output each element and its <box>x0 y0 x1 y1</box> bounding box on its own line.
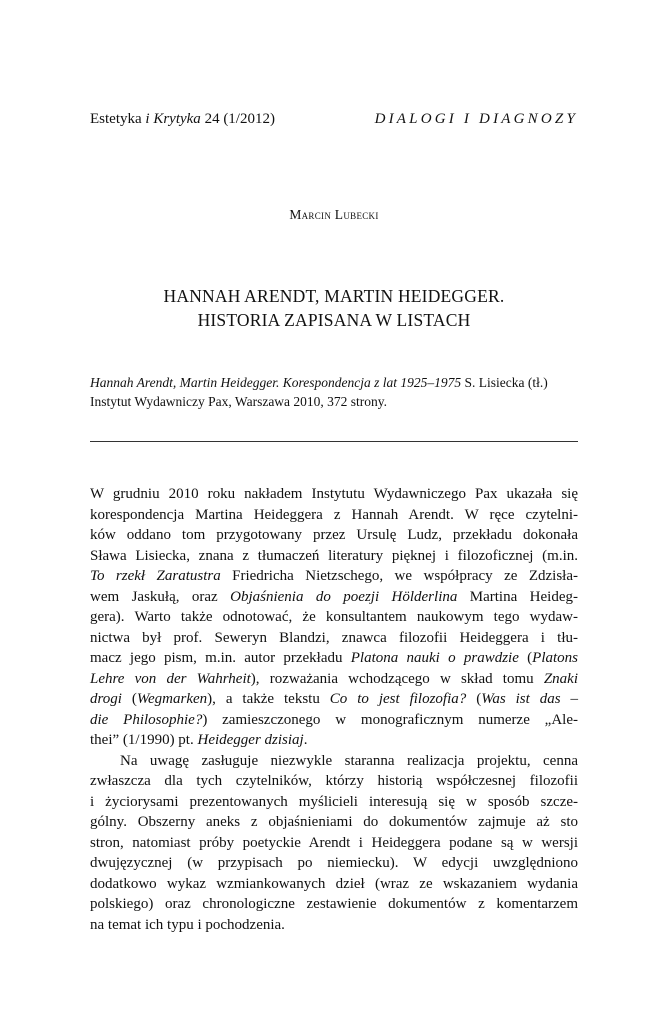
journal-name-estetyka: Estetyka <box>90 111 146 127</box>
article-body <box>90 484 578 935</box>
text-line <box>90 689 578 710</box>
text-line <box>90 484 578 505</box>
text-segment: ( <box>518 650 533 666</box>
text-segment: i życiorysami prezentowanych myślicieli interesują się w sposób szcze- <box>90 793 578 810</box>
italic-text: Was ist das – <box>481 691 578 707</box>
italic-text: die Philosophie? <box>90 711 203 728</box>
text-segment: ( <box>121 691 137 707</box>
italic-text: Wegmarken <box>136 691 208 707</box>
text-line <box>90 566 578 587</box>
text-segment: stron, natomiast próby poetyckie Arendt i Heideggera podane są w wersji <box>90 834 578 851</box>
article-title <box>90 284 578 332</box>
article-title-line-2: HISTORIA ZAPISANA W LISTACH <box>197 310 471 330</box>
text-line <box>90 853 578 874</box>
text-line <box>90 792 578 813</box>
text-line <box>90 505 578 526</box>
text-line <box>90 771 578 792</box>
text-segment: . <box>303 732 308 748</box>
italic-text: Objaśnienia do poezji Hölderlina <box>230 588 458 605</box>
text-segment: na temat ich typu i pochodzenia. <box>90 916 285 933</box>
italic-text: drogi <box>90 691 122 707</box>
text-line <box>90 628 578 649</box>
text-segment: ) zamieszczonego w monograficznym numerze „Ale- <box>202 711 578 728</box>
journal-name-krytyka: Krytyka <box>153 111 201 127</box>
book-reference <box>90 373 578 411</box>
text-segment: gólny. Obszerny aneks z objaśnieniami do dokumentów zajmuje aż sto <box>90 814 578 830</box>
text-segment: ), rozważania wchodzącego w skład tomu <box>250 670 544 687</box>
text-line <box>90 874 578 895</box>
text-segment: wem Jaskułą, oraz <box>90 588 231 605</box>
journal-name-i: i <box>145 111 150 127</box>
text-line <box>90 669 578 690</box>
author-name: Marcin Lubecki <box>289 207 379 222</box>
text-line <box>90 546 578 567</box>
text-segment: polskiego) oraz chronologiczne zestawienie dokumentów z komentarzem <box>90 896 578 912</box>
text-segment: thei” (1/1990) pt. <box>90 732 198 748</box>
text-line <box>90 710 578 731</box>
book-reference-line-2: Instytut Wydawniczy Pax, Warszawa 2010, 372 strony. <box>90 394 388 409</box>
text-segment: W grudniu 2010 roku nakładem Instytutu Wydawniczego Pax ukazała się <box>90 486 578 502</box>
text-line <box>90 812 578 833</box>
book-reference-line-1 <box>90 373 578 392</box>
article-title-line-1: HANNAH ARENDT, MARTIN HEIDEGGER. <box>163 286 505 306</box>
journal-issue: 24 (1/2012) <box>200 111 275 127</box>
italic-text: Co to jest filozofia? <box>329 691 467 707</box>
separator-rule <box>90 441 578 442</box>
text-segment: nictwa był prof. Seweryn Blandzi, znawca filozofii Heideggera i tłu- <box>90 629 578 646</box>
text-segment: zwłaszcza dla tych czytelników, którzy historią współczesnej filozofii <box>90 773 578 789</box>
text-segment: macz jego pism, m.in. autor przekładu <box>90 650 351 666</box>
paragraph <box>90 751 578 936</box>
text-line <box>90 894 578 915</box>
text-line <box>90 833 578 854</box>
section-name: DIALOGI I DIAGNOZY <box>374 111 578 127</box>
text-line <box>90 587 578 608</box>
text-line <box>90 648 578 669</box>
text-segment: Sława Lisiecka, znana z tłumaczeń literatury pięknej i filozoficznej (m.in. <box>90 547 578 564</box>
text-line <box>90 915 578 936</box>
italic-text: Lehre von der Wahrheit <box>90 670 251 687</box>
italic-text: Platona nauki o prawdzie <box>350 650 519 666</box>
text-segment: ( <box>466 691 482 707</box>
italic-text: Platons <box>532 650 578 666</box>
text-segment: dodatkowo wykaz wzmiankowanych dzieł (wraz ze wskazaniem wydania <box>90 875 578 892</box>
italic-text: To rzekł Zaratustra <box>90 568 221 584</box>
text-line <box>90 525 578 546</box>
article-page <box>90 0 578 1024</box>
journal-citation <box>90 109 275 129</box>
text-line <box>90 751 578 772</box>
text-segment: Martina Heideg- <box>457 588 578 605</box>
text-segment: ), a także tekstu <box>207 691 330 707</box>
text-segment: Friedricha Nietzschego, we współpracy ze Zdzisła- <box>220 568 578 584</box>
text-line <box>90 607 578 628</box>
text-segment: ków oddano tom przygotowany przez Ursulę Ludz, przekładu dokonała <box>90 527 578 543</box>
text-segment: gera). Warto także odnotować, że konsultantem naukowym tego wydaw- <box>90 609 578 625</box>
text-line <box>90 730 578 751</box>
italic-text: Znaki <box>543 670 578 687</box>
book-translator: S. Lisiecka (tł.) <box>461 375 548 390</box>
text-segment: korespondencja Martina Heideggera z Hannah Arendt. W ręce czytelni- <box>90 506 578 523</box>
text-segment: dwujęzycznej (w przypisach po niemiecku). W edycji uwzględniono <box>90 855 578 871</box>
book-title: Hannah Arendt, Martin Heidegger. Korespondencja z lat 1925–1975 <box>90 375 462 390</box>
text-segment: Na uwagę zasługuje niezwykle staranna realizacja projektu, cenna <box>120 752 578 769</box>
paragraph <box>90 484 578 751</box>
italic-text: Heidegger dzisiaj <box>197 732 304 748</box>
running-head <box>90 109 578 129</box>
